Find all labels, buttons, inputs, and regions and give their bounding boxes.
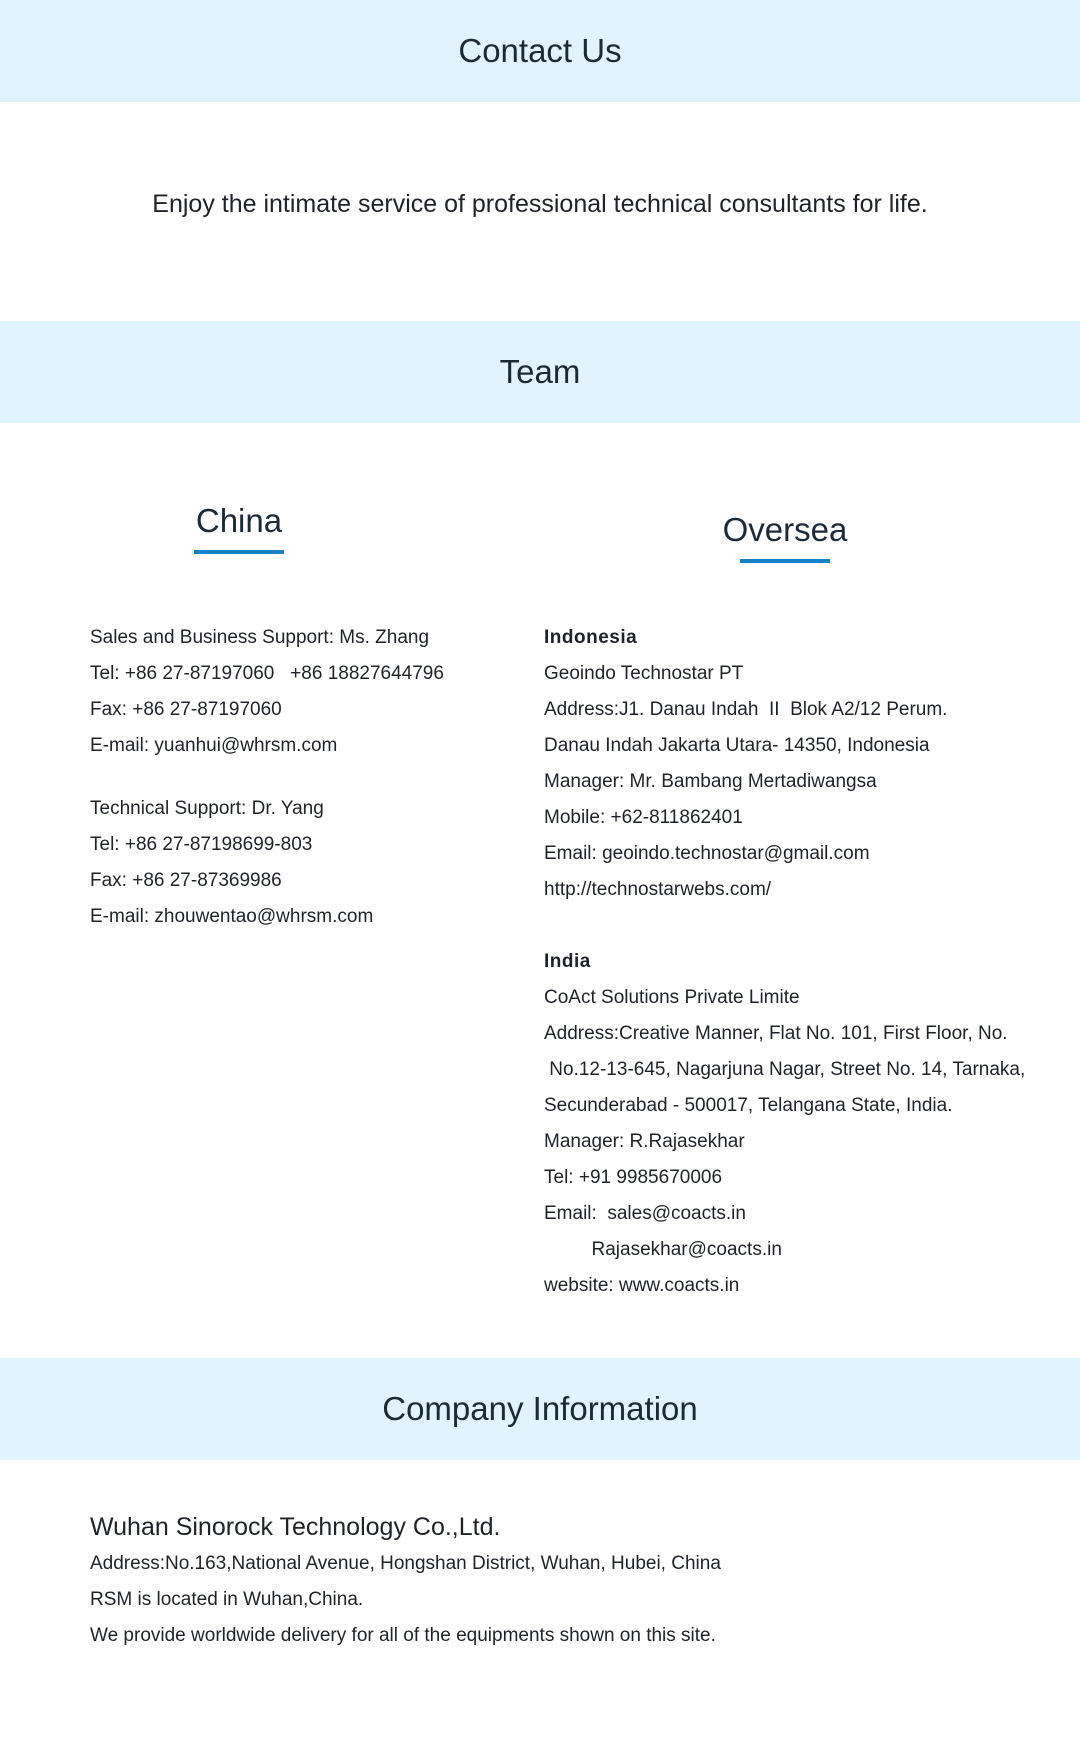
- india-company: CoAct Solutions Private Limite: [544, 987, 800, 1008]
- india-tel: Tel: +91 9985670006: [544, 1167, 723, 1188]
- china-contacts: [90, 620, 530, 935]
- indonesia-mobile: Mobile: +62-811862401: [544, 807, 743, 828]
- spacer: [544, 908, 1044, 944]
- indonesia-email: Email: geoindo.technostar@gmail.com: [544, 843, 870, 864]
- company-location: RSM is located in Wuhan,China.: [90, 1589, 364, 1610]
- china-sales-email: E-mail: yuanhui@whrsm.com: [90, 735, 338, 756]
- spacer: [90, 764, 530, 791]
- team-title: Team: [499, 353, 581, 390]
- india-address-1: Address:Creative Manner, Flat No. 101, First Floor, No.: [544, 1023, 1008, 1044]
- china-heading: [159, 502, 319, 554]
- team-header: [0, 321, 1080, 423]
- china-sales-tel: Tel: +86 27-87197060 +86 18827644796: [90, 663, 444, 684]
- company-delivery: We provide worldwide delivery for all of the equipments shown on this site.: [90, 1625, 716, 1646]
- china-tech-email: E-mail: zhouwentao@whrsm.com: [90, 906, 374, 927]
- indonesia-address-2: Danau Indah Jakarta Utara- 14350, Indonesia: [544, 735, 930, 756]
- india-email: Email: sales@coacts.in: [544, 1203, 746, 1224]
- india-heading: India: [544, 951, 591, 972]
- company-details: [90, 1546, 721, 1654]
- china-heading-label: China: [195, 502, 283, 539]
- indonesia-heading: Indonesia: [544, 627, 638, 648]
- china-tech-fax: Fax: +86 27-87369986: [90, 870, 282, 891]
- oversea-heading-underline: [740, 559, 830, 563]
- china-sales-contact: Sales and Business Support: Ms. Zhang: [90, 627, 430, 648]
- india-manager: Manager: R.Rajasekhar: [544, 1131, 745, 1152]
- indonesia-company: Geoindo Technostar PT: [544, 663, 744, 684]
- china-tech-tel: Tel: +86 27-87198699-803: [90, 834, 313, 855]
- contact-us-title: Contact Us: [458, 32, 622, 69]
- china-sales-fax: Fax: +86 27-87197060: [90, 699, 282, 720]
- indonesia-address-1: Address:J1. Danau Indah II Blok A2/12 Perum.: [544, 699, 948, 720]
- contact-tagline: Enjoy the intimate service of professional technical consultants for life.: [152, 190, 928, 218]
- oversea-contacts: [544, 620, 1044, 1304]
- contact-us-header: [0, 0, 1080, 102]
- indonesia-manager: Manager: Mr. Bambang Mertadiwangsa: [544, 771, 877, 792]
- india-email-2: Rajasekhar@coacts.in: [544, 1239, 782, 1260]
- china-heading-underline: [194, 550, 284, 554]
- china-tech-contact: Technical Support: Dr. Yang: [90, 798, 324, 819]
- company-info-title: Company Information: [382, 1390, 698, 1427]
- company-info-header: [0, 1358, 1080, 1460]
- oversea-heading: [705, 511, 865, 563]
- company-address: Address:No.163,National Avenue, Hongshan District, Wuhan, Hubei, China: [90, 1553, 721, 1574]
- india-address-2: No.12-13-645, Nagarjuna Nagar, Street No. 14, Tarnaka,: [544, 1059, 1026, 1080]
- india-address-3: Secunderabad - 500017, Telangana State, India.: [544, 1095, 953, 1116]
- oversea-heading-label: Oversea: [722, 511, 848, 548]
- company-name: Wuhan Sinorock Technology Co.,Ltd.: [90, 1513, 501, 1541]
- india-website: website: www.coacts.in: [544, 1275, 740, 1296]
- indonesia-website: http://technostarwebs.com/: [544, 879, 772, 900]
